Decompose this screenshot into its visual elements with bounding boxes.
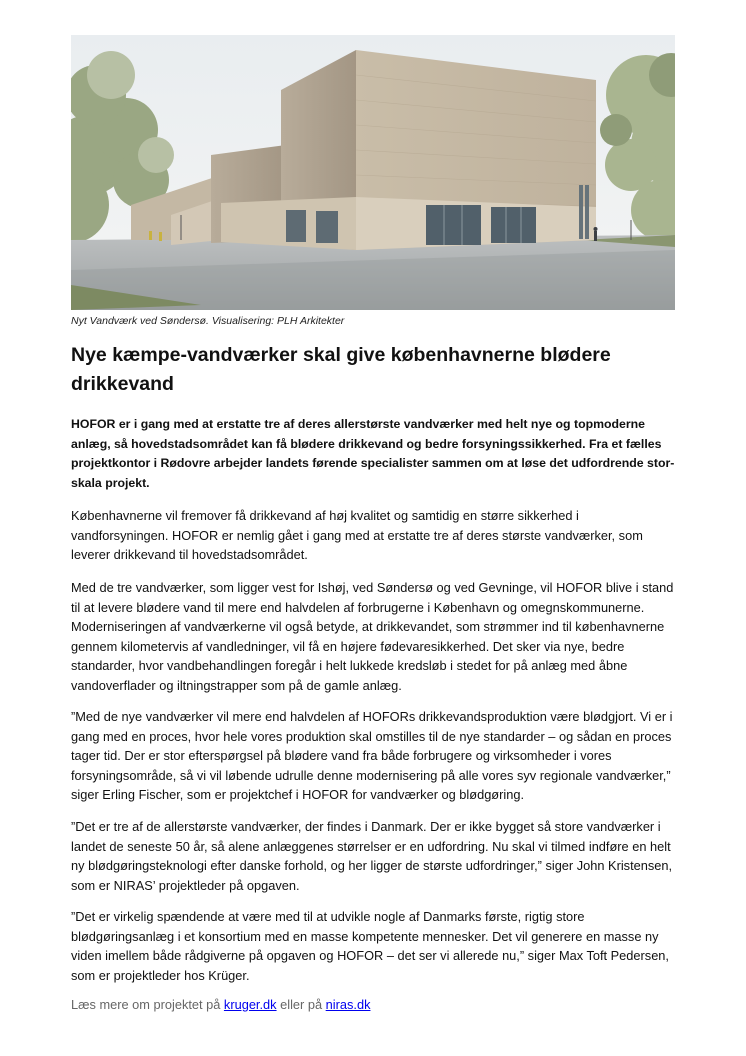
article-paragraph: ”Med de nye vandværker vil mere end halvdelen af HOFORs drikkevandsproduktion være blødgjort. Vi er i gang med en proces, hvor hele vores produktion skal omstilles til de nye standarder – og sådan en proces tager tid. Der er stor efterspørgsel på blødere vand fra både forbrugere og virksomheder i vores forsyningsområde, så vi vil løbende udrulle denne modernisering på alle vores syv regionale vandværker,” siger Erling Fischer, som er projektchef i HOFOR for vandværker og blødgøring.: [71, 709, 673, 802]
article-lead: HOFOR er i gang med at erstatte tre af deres allerstørste vandværker med helt nye og topmoderne anlæg, så hovedstadsområdet kan få blødere drikkevand og bedre forsyningssikkerhed. Fra et fælles projektkontor i Rødovre arbejder landets førende specialister sammen om at løse det udfordrende stor-skala projekt.: [71, 417, 675, 490]
building-visualisation-image: [71, 35, 675, 310]
article-paragraph: Københavnerne vil fremover få drikkevand af høj kvalitet og samtidig en større sikkerhed i vandforsyningen. HOFOR er nemlig gået i gang med at erstatte tre af deres største vandværker, som leverer drikkevand til hovedstadsområdet.: [71, 508, 643, 562]
article-paragraph: ”Det er tre af de allerstørste vandværker, der findes i Danmark. Der er ikke bygget så store vandværker i landet de seneste 50 år, så alene anlæggenes størrelser er en udfordring. Nu skal vi tilmed indføre en helt ny blødgøringsteknologi efter danske forhold, og her ligger de største udfordringer,” siger John Kristensen, som er NIRAS’ projektleder på opgaven.: [71, 819, 673, 893]
article-headline: Nye kæmpe-vandværker skal give københavnerne blødere drikkevand: [71, 344, 611, 395]
image-caption: Nyt Vandværk ved Søndersø. Visualisering: PLH Arkitekter: [71, 315, 345, 327]
read-more-middle: eller på: [276, 997, 326, 1012]
read-more-prefix: Læs mere om projektet på: [71, 997, 224, 1012]
article-paragraph: Med de tre vandværker, som ligger vest for Ishøj, ved Søndersø og ved Gevninge, vil HOFOR blive i stand til at levere blødere vand til mere end halvdelen af forbrugerne i København og omegnskommunerne. Moderniseringen af vandværkerne vil også betyde, at drikkevandet, som strømmer ind til københavnerne gennem kilometervis af vandledninger, vil få en højere fødevaresikkerhed. Det sker via nye, bedre standarder, hvor vandbehandlingen foregår i helt lukkede kredsløb i stedet for på anlæg med åbne vandoverflader og iltningstrapper som på de gamle anlæg.: [71, 580, 674, 693]
kruger-link[interactable]: kruger.dk: [223, 997, 277, 1012]
read-more-line: [71, 995, 370, 1014]
article-paragraph: ”Det er virkelig spændende at være med til at udvikle nogle af Danmarks første, rigtig store blødgøringsanlæg i et konsortium med en masse kompetente mennesker. Det vil generere en masse ny viden imellem både rådgiverne på opgaven og HOFOR – det ser vi allerede nu,” siger Max Toft Pedersen, som er projektleder hos Krüger.: [71, 909, 669, 983]
niras-link[interactable]: niras.dk: [325, 997, 371, 1012]
